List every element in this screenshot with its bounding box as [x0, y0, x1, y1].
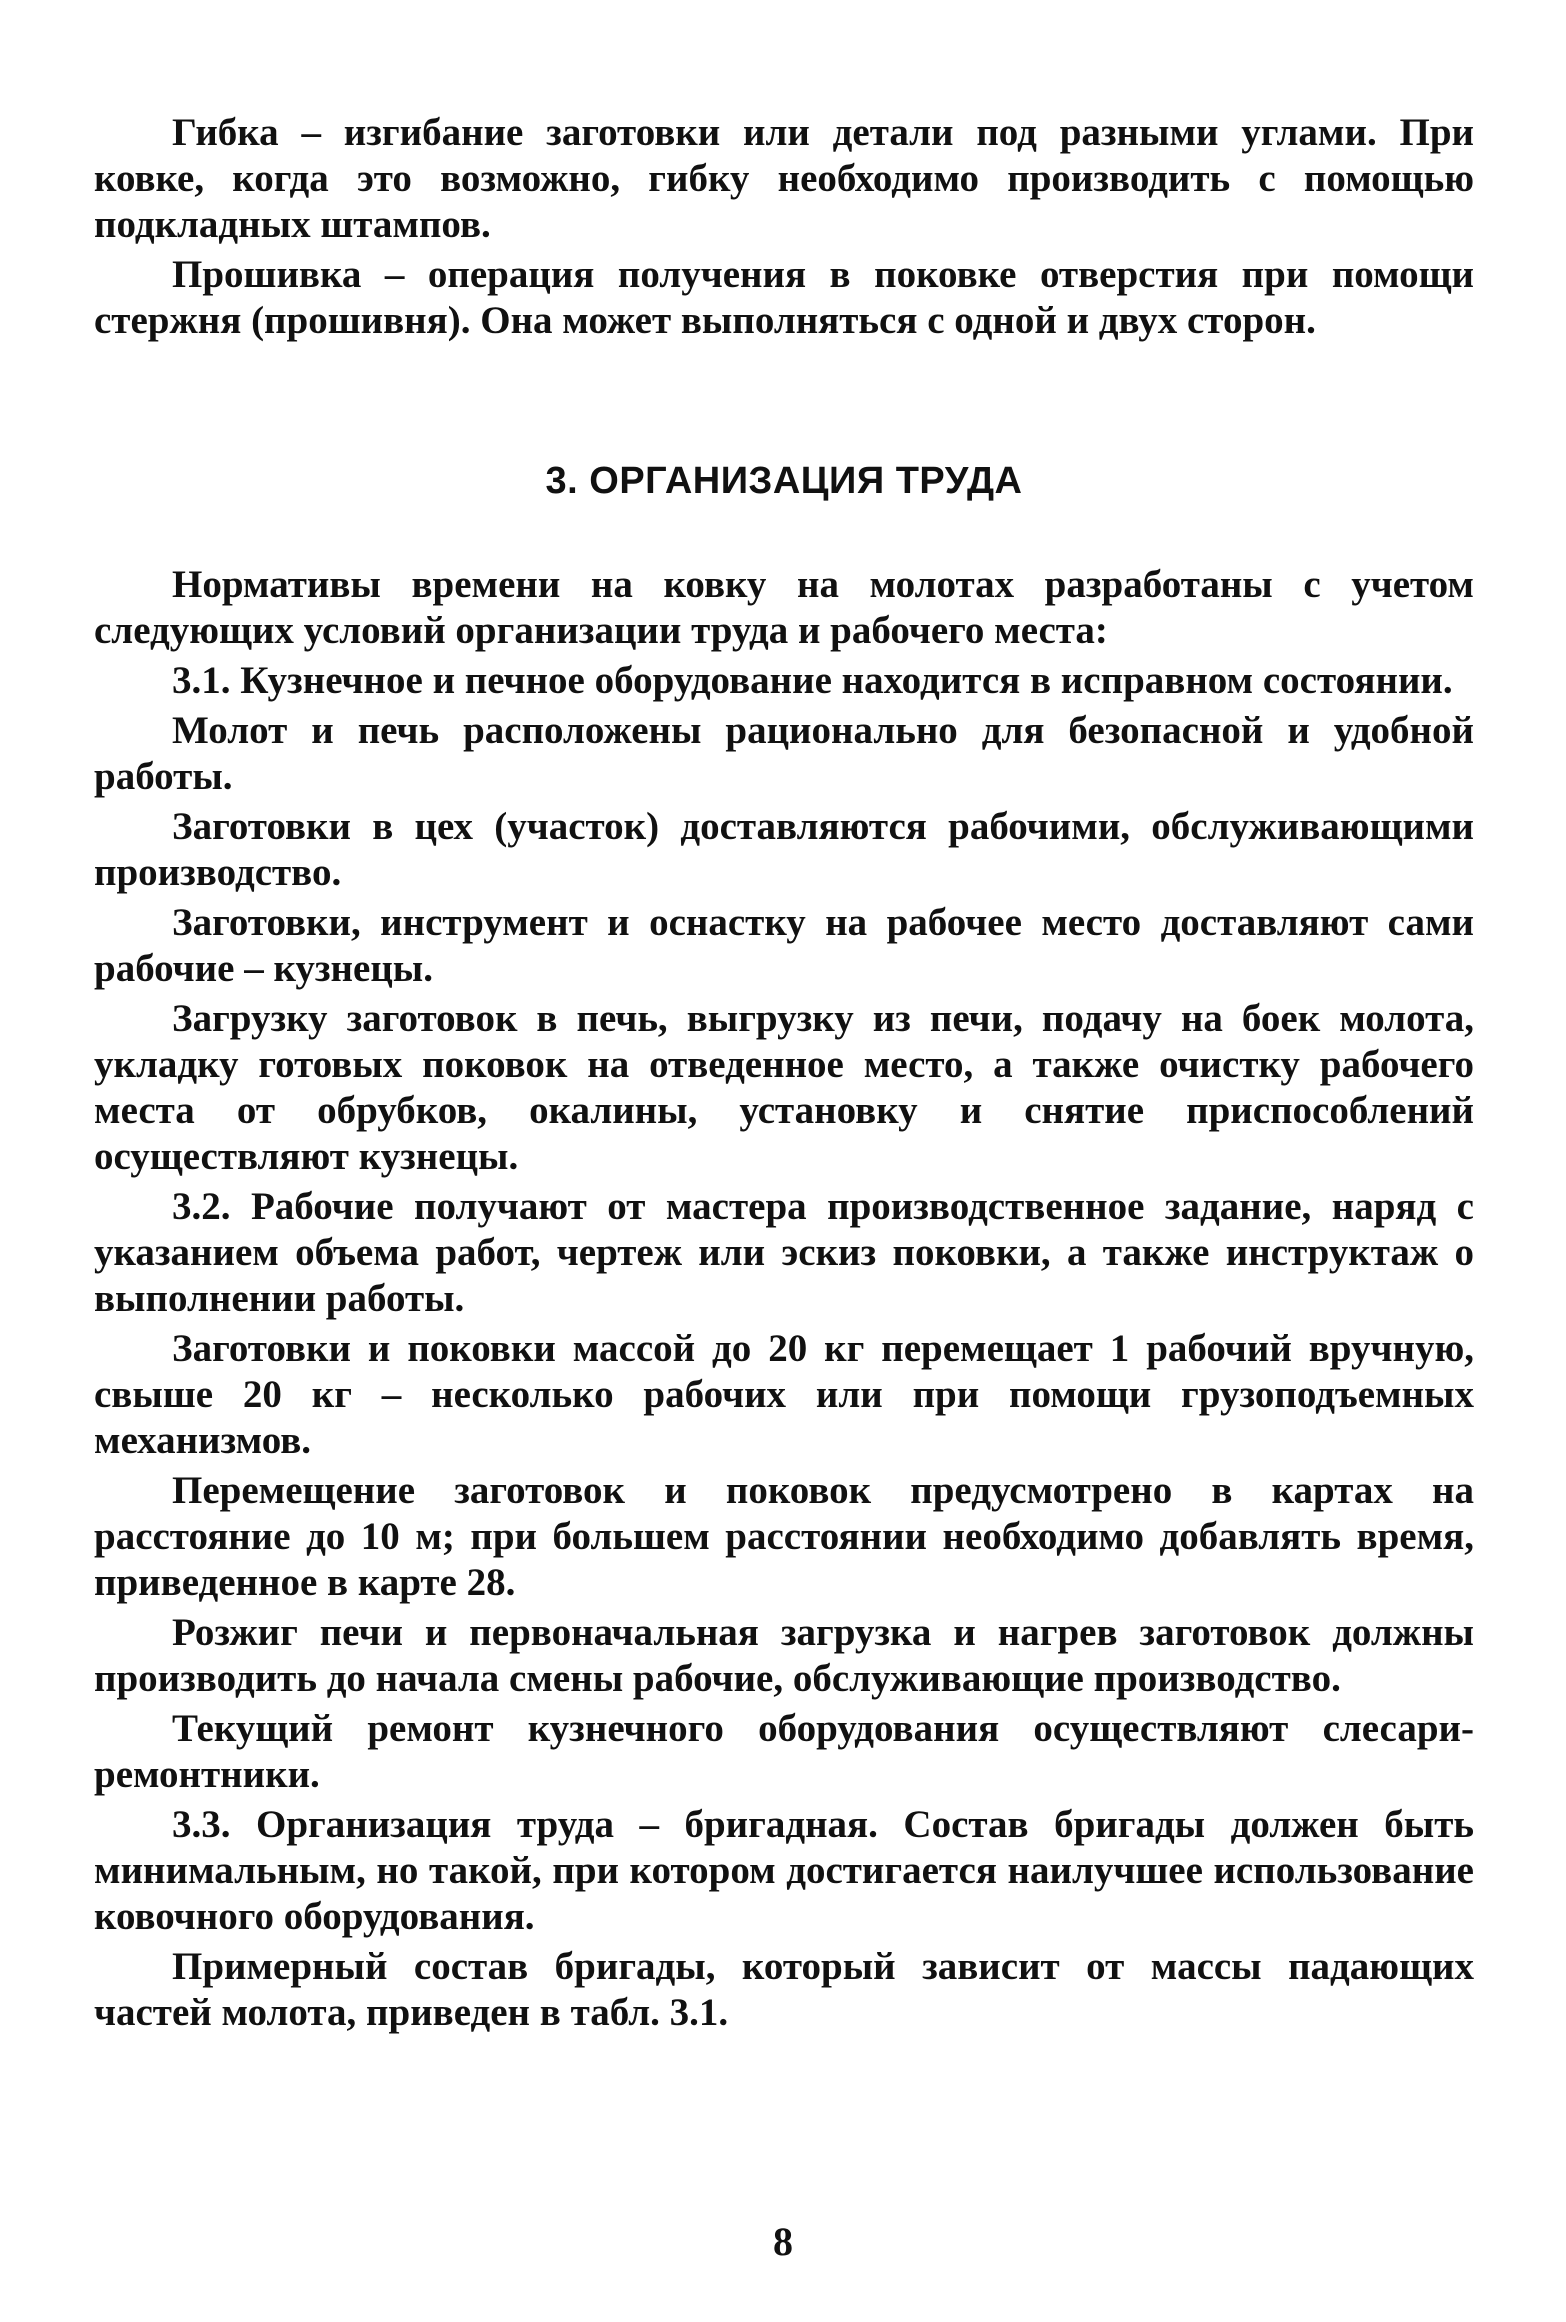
definition-paragraph-bending — [94, 110, 1474, 248]
definition-paragraph-piercing — [94, 252, 1474, 344]
body-paragraph: Нормативы времени на ковку на молотах разработаны с учетом следующих условий организации труда и рабочего места: — [94, 563, 1474, 652]
body-paragraph: 3.1. Кузнечное и печное оборудование находится в исправном состоянии. — [172, 659, 1453, 702]
definition-text-piercing: – операция получения в поковке отверстия при помощи стержня (прошивня). Она может выполняться с одной и двух сторон. — [94, 253, 1474, 342]
body-paragraph: Заготовки в цех (участок) доставляются рабочими, обслуживающими производство. — [94, 805, 1474, 894]
body-paragraph: Заготовки, инструмент и оснастку на рабочее место доставляют сами рабочие – кузнецы. — [94, 901, 1474, 990]
definition-text-bending: – изгибание заготовки или детали под разными углами. При ковке, когда это возможно, гибку необходимо производить с помощью подкладных штампов. — [94, 111, 1474, 246]
section-heading: 3. ОРГАНИЗАЦИЯ ТРУДА — [545, 460, 1023, 502]
body-paragraph: 3.3. Организация труда – бригадная. Состав бригады должен быть минимальным, но такой, при котором достигается наилучшее использование ковочного оборудования. — [94, 1803, 1474, 1938]
page-number: 8 — [773, 2219, 793, 2264]
body-paragraph: 3.2. Рабочие получают от мастера производственное задание, наряд с указанием объема работ, чертеж или эскиз поковки, а также инструктаж о выполнении работы. — [94, 1185, 1474, 1320]
body-paragraph: Текущий ремонт кузнечного оборудования осуществляют слесари-ремонтники. — [94, 1707, 1474, 1796]
body-paragraph: Перемещение заготовок и поковок предусмотрено в картах на расстояние до 10 м; при большем расстоянии необходимо добавлять время, приведенное в карте 28. — [94, 1469, 1474, 1604]
term-bending: Гибка — [172, 111, 279, 154]
page-content — [94, 110, 1474, 2040]
body-paragraph: Загрузку заготовок в печь, выгрузку из печи, подачу на боек молота, укладку готовых поковок на отведенное место, а также очистку рабочего места от обрубков, окалины, установку и снятие приспособлений осуществляют кузнецы. — [94, 997, 1474, 1178]
body-paragraph: Розжиг печи и первоначальная загрузка и нагрев заготовок должны производить до начала смены рабочие, обслуживающие производство. — [94, 1611, 1474, 1700]
body-paragraph: Примерный состав бригады, который зависит от массы падающих частей молота, приведен в табл. 3.1. — [94, 1945, 1474, 2034]
body-paragraph: Молот и печь расположены рационально для безопасной и удобной работы. — [94, 709, 1474, 798]
term-piercing: Прошивка — [172, 253, 362, 296]
body-paragraph: Заготовки и поковки массой до 20 кг перемещает 1 рабочий вручную, свыше 20 кг – несколько рабочих или при помощи грузоподъемных механизмов. — [94, 1327, 1474, 1462]
